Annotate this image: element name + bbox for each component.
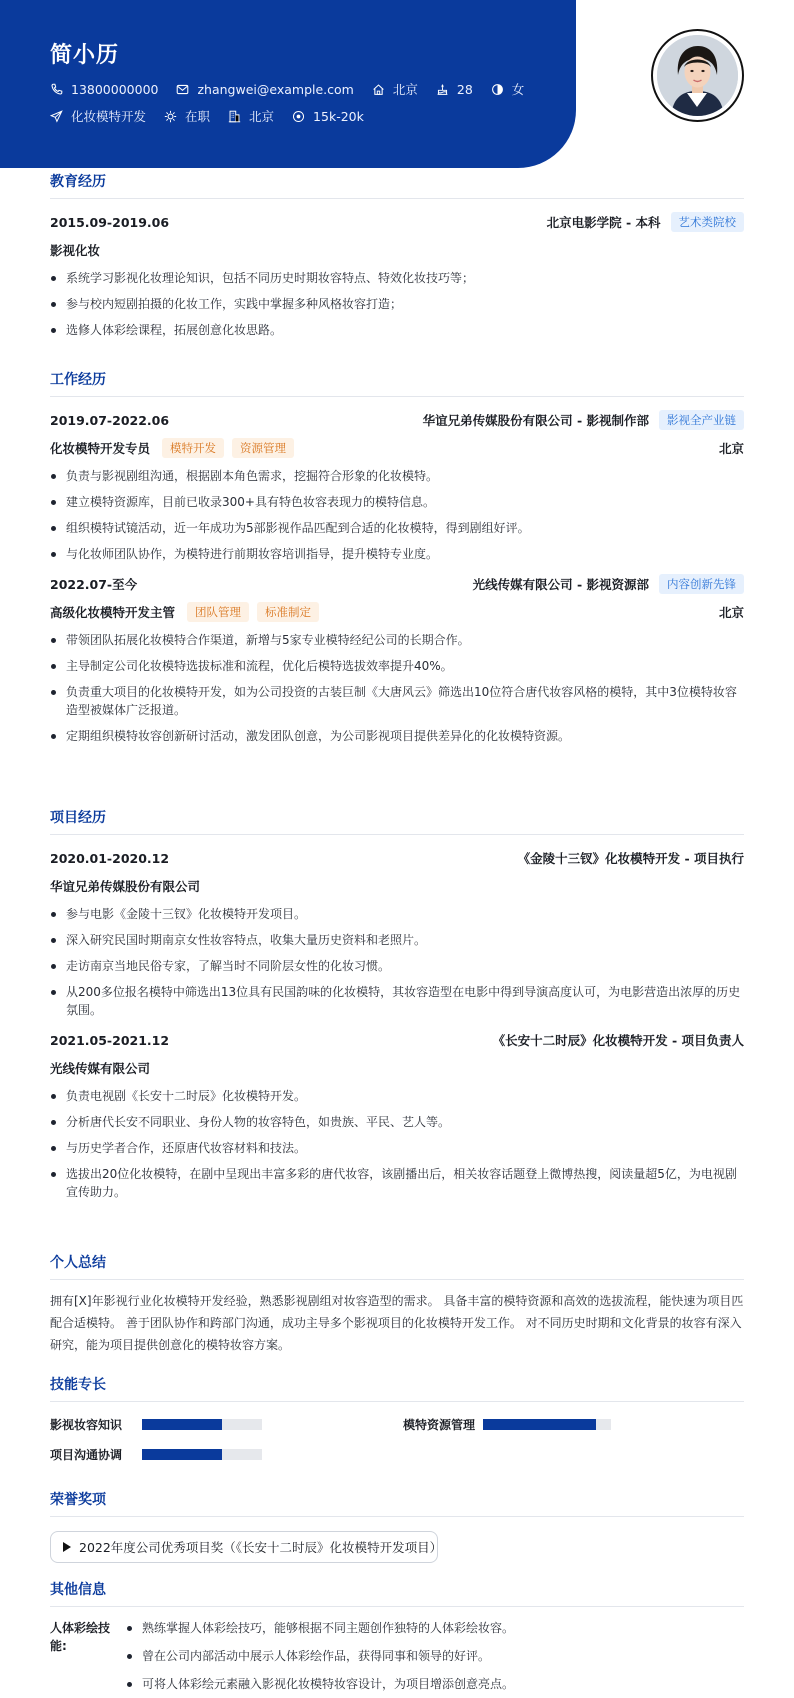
other-bullets bbox=[126, 1619, 514, 1698]
list-item: 系统学习影视化妆理论知识，包括不同历史时期妆容特点、特效化妆技巧等； bbox=[50, 269, 744, 287]
city-text: 北京 bbox=[249, 109, 275, 124]
list-item: 选修人体彩绘课程，拓展创意化妆思路。 bbox=[50, 321, 744, 339]
other-info-row bbox=[50, 1619, 744, 1698]
other-label: 人体彩绘技能: bbox=[50, 1621, 111, 1653]
list-item: 曾在公司内部活动中展示人体彩绘作品，获得同事和领导的好评。 bbox=[126, 1647, 514, 1665]
skill-tag: 标准制定 bbox=[257, 602, 319, 622]
section-title: 工作经历 bbox=[50, 372, 106, 388]
list-item: 组织模特试镜活动，近一年成功为5部影视作品匹配到合适的化妆模特，得到剧组好评。 bbox=[50, 519, 744, 537]
skill-bar-fill bbox=[142, 1419, 222, 1430]
list-item: 参与校内短剧拍摄的化妆工作，实践中掌握多种风格妆容打造； bbox=[50, 295, 744, 313]
skill-name: 影视妆容知识 bbox=[50, 1418, 123, 1432]
job-head bbox=[50, 573, 744, 595]
project-date: 2021.05-2021.12 bbox=[50, 1032, 170, 1048]
city-item bbox=[228, 107, 274, 125]
salary-text: 15k-20k bbox=[313, 108, 364, 124]
company-tag: 影视全产业链 bbox=[659, 410, 744, 430]
section-divider bbox=[50, 1401, 744, 1402]
list-item: 选拔出20位化妆模特，在剧中呈现出丰富多彩的唐代妆容，该剧播出后，相关妆容话题登上微博热搜，阅读量超5亿，为电视剧宣传助力。 bbox=[50, 1165, 744, 1201]
job-bullets bbox=[50, 467, 744, 563]
education-school-wrap bbox=[547, 212, 744, 232]
section-divider bbox=[50, 198, 744, 199]
send-icon bbox=[50, 110, 63, 123]
list-item: 与历史学者合作，还原唐代妆容材料和技法。 bbox=[50, 1139, 744, 1157]
mail-icon bbox=[176, 83, 189, 96]
email-item bbox=[176, 82, 353, 97]
gender-item bbox=[491, 80, 525, 98]
job-city: 北京 bbox=[718, 605, 744, 620]
cake-icon bbox=[436, 83, 449, 96]
section-divider bbox=[50, 834, 744, 835]
target-position-item bbox=[50, 107, 146, 125]
skill-name: 项目沟通协调 bbox=[50, 1448, 123, 1462]
list-item: 熟练掌握人体彩绘技巧，能够根据不同主题创作独特的人体彩绘妆容。 bbox=[126, 1619, 514, 1637]
list-item: 与化妆师团队协作，为模特进行前期妆容培训指导，提升模特专业度。 bbox=[50, 545, 744, 563]
projects-section bbox=[50, 808, 744, 1209]
skill-item bbox=[50, 1446, 262, 1463]
gender-icon bbox=[491, 83, 504, 96]
education-major-row bbox=[50, 239, 744, 261]
project-company: 光线传媒有限公司 bbox=[50, 1061, 151, 1076]
project-head bbox=[50, 847, 744, 869]
summary-section bbox=[50, 1253, 744, 1356]
summary-text: 拥有[X]年影视行业化妆模特开发经验，熟悉影视剧组对妆容造型的需求。 具备丰富的模特资源和高效的选拔流程，能快速为项目匹配合适模特。 善于团队协作和跨部门沟通，成功主导多个影视项目的化妆模特开发工作。 对不同历史时期和文化背景的妆容有深入研究，能为项目提供创意化的模特妆容方案。 bbox=[50, 1294, 744, 1352]
job-city: 北京 bbox=[718, 441, 744, 456]
list-item: 带领团队拓展化妆模特合作渠道，新增与5家专业模特经纪公司的长期合作。 bbox=[50, 631, 744, 649]
section-divider bbox=[50, 1279, 744, 1280]
job-position-row bbox=[50, 601, 744, 623]
skills-grid bbox=[50, 1416, 744, 1476]
building-icon bbox=[228, 110, 241, 123]
job-date: 2019.07-2022.06 bbox=[50, 412, 170, 428]
list-item: 建立模特资源库，目前已收录300+具有特色妆容表现力的模特信息。 bbox=[50, 493, 744, 511]
list-item: 定期组织模特妆容创新研讨活动，激发团队创意，为公司影视项目提供差异化的化妆模特资源。 bbox=[50, 727, 744, 745]
phone-text: 13800000000 bbox=[71, 81, 159, 97]
job-position-row bbox=[50, 437, 744, 459]
age-item bbox=[436, 82, 473, 97]
project-name: 《金陵十三钗》化妆模特开发 - 项目执行 bbox=[517, 851, 744, 866]
hometown-text: 北京 bbox=[392, 82, 418, 97]
project-company: 华谊兄弟传媒股份有限公司 bbox=[50, 879, 201, 894]
section-title: 技能专长 bbox=[50, 1377, 106, 1393]
education-major: 影视化妆 bbox=[50, 243, 101, 258]
list-item: 负责重大项目的化妆模特开发，如为公司投资的古装巨制《大唐风云》筛选出10位符合唐代妆容风格的模特，其中3位模特妆容造型被媒体广泛报道。 bbox=[50, 683, 744, 719]
job-date: 2022.07-至今 bbox=[50, 577, 138, 592]
project-company-row bbox=[50, 1057, 744, 1079]
project-company-row bbox=[50, 875, 744, 897]
target-position-text: 化妆模特开发 bbox=[71, 109, 147, 124]
skill-bar bbox=[142, 1449, 262, 1460]
section-divider bbox=[50, 396, 744, 397]
other-section bbox=[50, 1580, 744, 1698]
award-item[interactable] bbox=[50, 1531, 443, 1563]
section-title: 教育经历 bbox=[50, 174, 106, 190]
job-head bbox=[50, 409, 744, 431]
job-company-wrap bbox=[473, 574, 744, 594]
project-name: 《长安十二时辰》化妆模特开发 - 项目负责人 bbox=[492, 1033, 744, 1048]
candidate-name: 简小历 bbox=[50, 43, 120, 68]
list-item: 负责与影视剧组沟通，根据剧本角色需求，挖掘符合形象的化妆模特。 bbox=[50, 467, 744, 485]
avatar bbox=[651, 29, 744, 122]
header-banner bbox=[0, 0, 576, 168]
section-divider bbox=[50, 1606, 744, 1607]
education-school: 北京电影学院 - 本科 bbox=[546, 215, 661, 230]
list-item: 深入研究民国时期南京女性妆容特点，收集大量历史资料和老照片。 bbox=[50, 931, 744, 949]
skill-bar bbox=[142, 1419, 262, 1430]
project-date: 2020.01-2020.12 bbox=[50, 850, 170, 866]
section-divider bbox=[50, 1516, 744, 1517]
job-position: 化妆模特开发专员 bbox=[50, 441, 151, 456]
company-tag: 内容创新先锋 bbox=[659, 574, 744, 594]
phone-item bbox=[50, 82, 158, 97]
expand-arrow-icon[interactable] bbox=[63, 1542, 71, 1552]
portrait-photo bbox=[657, 35, 738, 116]
job-position-wrap bbox=[50, 602, 319, 622]
job-bullets bbox=[50, 631, 744, 745]
job-company: 光线传媒有限公司 - 影视资源部 bbox=[472, 577, 649, 592]
job-company-wrap bbox=[423, 410, 744, 430]
status-item bbox=[164, 107, 210, 125]
job-position-wrap bbox=[50, 438, 294, 458]
award-text: 2022年度公司优秀项目奖（《长安十二时辰》化妆模特开发项目） bbox=[79, 1540, 443, 1555]
job-position: 高级化妆模特开发主管 bbox=[50, 605, 176, 620]
education-date: 2015.09-2019.06 bbox=[50, 214, 170, 230]
education-head bbox=[50, 211, 744, 233]
skill-name: 模特资源管理 bbox=[403, 1418, 476, 1432]
skill-bar-fill bbox=[142, 1449, 222, 1460]
school-tag: 艺术类院校 bbox=[671, 212, 745, 232]
list-item: 可将人体彩绘元素融入影视化妆模特妆容设计，为项目增添创意亮点。 bbox=[126, 1675, 514, 1693]
list-item: 参与电影《金陵十三钗》化妆模特开发项目。 bbox=[50, 905, 744, 923]
skill-item bbox=[50, 1416, 262, 1433]
skill-item bbox=[403, 1416, 611, 1433]
project-bullets bbox=[50, 1087, 744, 1201]
work-section bbox=[50, 370, 744, 753]
skill-tag: 团队管理 bbox=[187, 602, 249, 622]
job-intent-row bbox=[50, 107, 382, 125]
education-section bbox=[50, 172, 744, 347]
project-head bbox=[50, 1029, 744, 1051]
skill-bar bbox=[483, 1419, 611, 1430]
list-item: 负责电视剧《长安十二时辰》化妆模特开发。 bbox=[50, 1087, 744, 1105]
job-company: 华谊兄弟传媒股份有限公司 - 影视制作部 bbox=[422, 413, 649, 428]
skill-tag: 模特开发 bbox=[162, 438, 224, 458]
project-bullets bbox=[50, 905, 744, 1019]
section-title: 个人总结 bbox=[50, 1255, 106, 1271]
salary-icon bbox=[292, 110, 305, 123]
home-icon bbox=[372, 83, 385, 96]
section-title: 其他信息 bbox=[50, 1582, 106, 1598]
honors-section bbox=[50, 1490, 744, 1563]
email-text: zhangwei@example.com bbox=[197, 81, 354, 97]
age-text: 28 bbox=[456, 81, 473, 97]
list-item: 分析唐代长安不同职业、身份人物的妆容特色，如贵族、平民、艺人等。 bbox=[50, 1113, 744, 1131]
hometown-item bbox=[372, 80, 418, 98]
section-title: 项目经历 bbox=[50, 810, 106, 826]
gender-text: 女 bbox=[511, 82, 525, 97]
salary-item bbox=[292, 109, 364, 124]
contact-row bbox=[50, 80, 542, 98]
status-icon bbox=[164, 110, 177, 123]
section-title: 荣誉奖项 bbox=[50, 1492, 106, 1508]
status-text: 在职 bbox=[185, 109, 211, 124]
skill-tag: 资源管理 bbox=[232, 438, 294, 458]
education-bullets bbox=[50, 269, 744, 339]
skill-bar-fill bbox=[483, 1419, 596, 1430]
list-item: 从200多位报名模特中筛选出13位具有民国韵味的化妆模特，其妆容造型在电影中得到导演高度认可，为电影营造出浓厚的历史氛围。 bbox=[50, 983, 744, 1019]
phone-icon bbox=[50, 83, 63, 96]
skills-section bbox=[50, 1375, 744, 1476]
list-item: 主导制定公司化妆模特选拔标准和流程，优化后模特选拔效率提升40%。 bbox=[50, 657, 744, 675]
list-item: 走访南京当地民俗专家，了解当时不同阶层女性的化妆习惯。 bbox=[50, 957, 744, 975]
